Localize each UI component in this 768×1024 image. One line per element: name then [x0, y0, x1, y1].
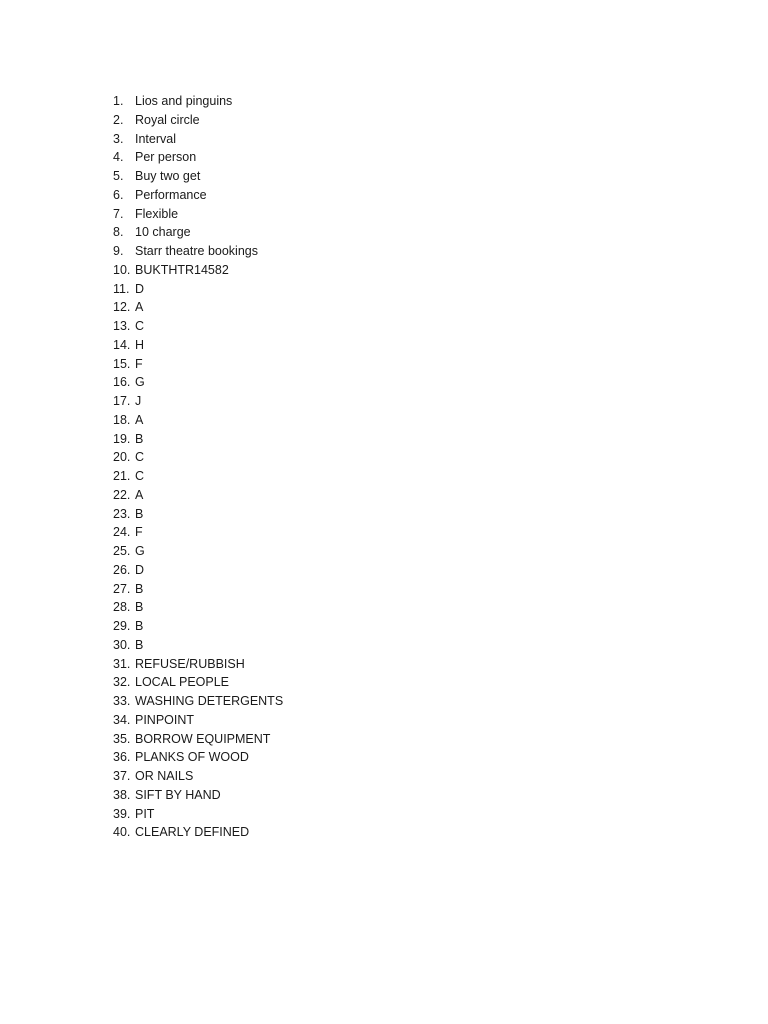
list-item	[113, 636, 283, 655]
item-number: 35.	[113, 731, 131, 746]
item-number: 8.	[113, 225, 124, 240]
item-answer: C	[135, 319, 145, 333]
list-item	[113, 373, 283, 392]
item-answer: J	[135, 394, 142, 408]
list-item	[113, 205, 283, 224]
list-item	[113, 786, 283, 805]
item-answer: PLANKS OF WOOD	[135, 750, 249, 765]
item-answer: REFUSE/RUBBISH	[135, 656, 245, 671]
item-answer: A	[135, 487, 144, 502]
list-item	[113, 92, 283, 111]
list-item	[113, 261, 283, 280]
item-answer: CLEARLY DEFINED	[135, 825, 250, 840]
list-item	[113, 186, 283, 205]
item-answer: PINPOINT	[135, 712, 195, 727]
item-answer: BORROW EQUIPMENT	[135, 731, 271, 746]
item-number: 1.	[113, 94, 124, 108]
list-item	[113, 505, 283, 524]
item-number: 12.	[113, 300, 131, 315]
item-answer: G	[135, 375, 145, 390]
list-item	[113, 486, 283, 505]
list-item	[113, 542, 283, 561]
item-number: 6.	[113, 187, 124, 202]
item-number: 24.	[113, 525, 131, 540]
item-number: 33.	[113, 694, 131, 708]
list-item	[113, 148, 283, 167]
list-item	[113, 580, 283, 599]
list-item	[113, 598, 283, 617]
item-number: 17.	[113, 394, 131, 408]
item-number: 2.	[113, 112, 124, 127]
list-item	[113, 355, 283, 374]
list-item	[113, 823, 283, 842]
item-answer: A	[135, 412, 144, 427]
item-answer: Flexible	[135, 206, 179, 221]
list-item	[113, 730, 283, 749]
item-number: 14.	[113, 337, 131, 352]
item-number: 13.	[113, 319, 131, 333]
item-number: 21.	[113, 469, 131, 483]
list-item	[113, 673, 283, 692]
item-number: 7.	[113, 206, 124, 221]
item-number: 31.	[113, 656, 131, 671]
item-answer: B	[135, 581, 144, 596]
list-item	[113, 523, 283, 542]
item-answer: Buy two get	[135, 169, 201, 183]
list-item	[113, 430, 283, 449]
item-number: 23.	[113, 506, 131, 521]
list-item	[113, 167, 283, 186]
list-item	[113, 805, 283, 824]
item-answer: WASHING DETERGENTS	[135, 694, 284, 708]
item-answer: Lios and pinguins	[135, 94, 233, 108]
item-number: 16.	[113, 375, 131, 390]
item-answer: Interval	[135, 131, 176, 146]
item-answer: B	[135, 431, 144, 446]
item-answer: B	[135, 619, 144, 633]
item-number: 4.	[113, 150, 124, 165]
item-number: 10.	[113, 262, 131, 277]
item-answer: OR NAILS	[135, 769, 194, 783]
item-number: 20.	[113, 450, 131, 465]
item-answer: G	[135, 544, 145, 558]
list-item	[113, 223, 283, 242]
item-number: 39.	[113, 806, 131, 821]
list-item	[113, 655, 283, 674]
item-answer: B	[135, 600, 144, 615]
item-number: 15.	[113, 356, 131, 371]
item-answer: LOCAL PEOPLE	[135, 675, 230, 690]
list-item	[113, 392, 283, 411]
list-item	[113, 448, 283, 467]
item-answer: Performance	[135, 187, 207, 202]
item-number: 28.	[113, 600, 131, 615]
item-number: 22.	[113, 487, 131, 502]
item-number: 11.	[113, 281, 130, 296]
list-item	[113, 617, 283, 636]
item-number: 32.	[113, 675, 131, 690]
list-item	[113, 411, 283, 430]
item-answer: D	[135, 562, 145, 577]
item-number: 30.	[113, 637, 131, 652]
list-item	[113, 130, 283, 149]
item-answer: C	[135, 450, 145, 465]
item-number: 9.	[113, 244, 124, 258]
list-item	[113, 280, 283, 299]
list-item	[113, 711, 283, 730]
item-number: 29.	[113, 619, 131, 633]
list-item	[113, 467, 283, 486]
item-answer: F	[135, 356, 143, 371]
item-answer: PIT	[135, 806, 155, 821]
item-number: 40.	[113, 825, 131, 840]
item-number: 38.	[113, 787, 131, 802]
item-number: 36.	[113, 750, 131, 765]
list-item	[113, 298, 283, 317]
item-answer: C	[135, 469, 145, 483]
item-number: 19.	[113, 431, 131, 446]
list-item	[113, 561, 283, 580]
item-number: 18.	[113, 412, 131, 427]
item-answer: Royal circle	[135, 112, 200, 127]
list-item	[113, 242, 283, 261]
item-answer: A	[135, 300, 144, 315]
item-answer: Per person	[135, 150, 197, 165]
item-answer: B	[135, 637, 144, 652]
list-item	[113, 748, 283, 767]
item-answer: SIFT BY HAND	[135, 787, 221, 802]
item-number: 5.	[113, 169, 124, 183]
item-number: 34.	[113, 712, 131, 727]
item-number: 37.	[113, 769, 131, 783]
item-answer: D	[135, 281, 145, 296]
item-number: 27.	[113, 581, 131, 596]
list-item	[113, 111, 283, 130]
list-item	[113, 692, 283, 711]
answer-list	[113, 92, 283, 842]
item-answer: Starr theatre bookings	[135, 244, 258, 258]
item-number: 26.	[113, 562, 131, 577]
item-answer: BUKTHTR14582	[135, 262, 229, 277]
item-number: 25.	[113, 544, 131, 558]
item-answer: H	[135, 337, 145, 352]
list-item	[113, 767, 283, 786]
item-answer: B	[135, 506, 144, 521]
item-answer: 10 charge	[135, 225, 191, 240]
list-item	[113, 336, 283, 355]
item-number: 3.	[113, 131, 124, 146]
list-item	[113, 317, 283, 336]
item-answer: F	[135, 525, 143, 540]
